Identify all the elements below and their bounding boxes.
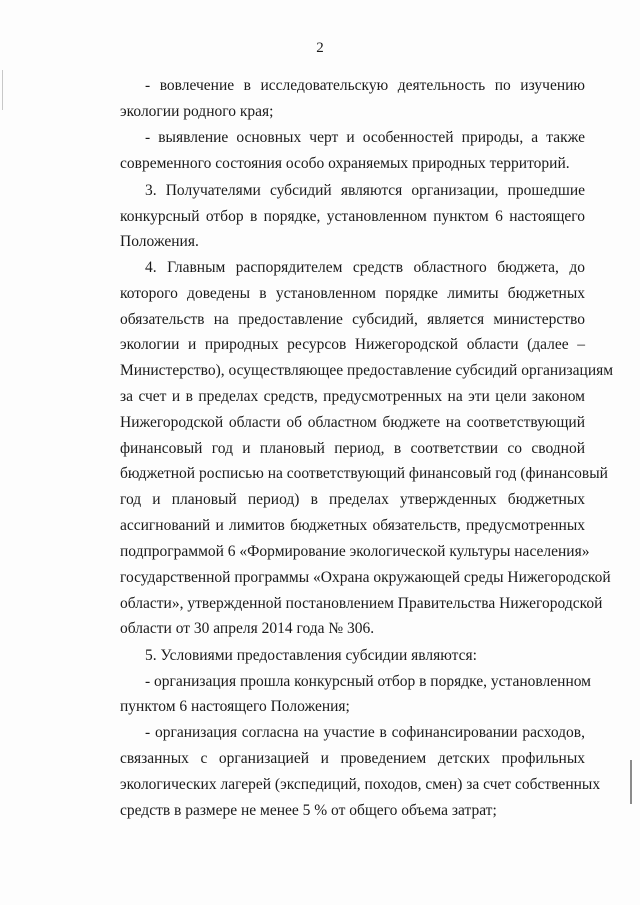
text-line: экологических лагерей (экспедиций, походов, смен) за счет собственных bbox=[120, 776, 601, 793]
text-line: связанных с организацией и проведением детских профильных bbox=[120, 750, 585, 767]
text-line: современного состояния особо охраняемых природных территорий. bbox=[120, 155, 570, 172]
text-line: - выявление основных черт и особенностей природы, а также bbox=[145, 129, 585, 146]
text-line: 4. Главным распорядителем средств областного бюджета, до bbox=[145, 259, 585, 276]
text-line: подпрограммой 6 «Формирование экологической культуры населения» bbox=[120, 543, 590, 560]
text-line: - организация прошла конкурсный отбор в порядке, установленном bbox=[145, 673, 591, 690]
text-line: конкурсный отбор в порядке, установленном пунктом 6 настоящего bbox=[120, 208, 585, 225]
text-line: средств в размере не менее 5 % от общего объема затрат; bbox=[120, 802, 497, 819]
text-line: области от 30 апреля 2014 года № 306. bbox=[120, 620, 375, 637]
text-line: 5. Условиями предоставления субсидии являются: bbox=[145, 647, 477, 664]
text-line: 3. Получателями субсидий являются организации, прошедшие bbox=[145, 182, 585, 199]
page-number: 2 bbox=[316, 40, 324, 56]
text-line: обязательств на предоставление субсидий, является министерство bbox=[120, 311, 585, 328]
text-line: - организация согласна на участие в софинансировании расходов, bbox=[145, 724, 585, 741]
text-line: за счет и в пределах средств, предусмотренных на эти цели законом bbox=[120, 388, 585, 405]
text-line: экологии и природных ресурсов Нижегородской области (далее – bbox=[120, 336, 585, 353]
text-line: бюджетной росписью на соответствующий финансовый год (финансовый bbox=[120, 465, 608, 482]
text-line: - вовлечение в исследовательскую деятельность по изучению bbox=[145, 77, 585, 94]
text-line: государственной программы «Охрана окружающей среды Нижегородской bbox=[120, 569, 611, 586]
text-line: финансовый год и плановый период, в соответствии со сводной bbox=[120, 440, 585, 457]
text-line: Министерство), осуществляющее предоставление субсидий организациям bbox=[120, 362, 614, 379]
text-line: экологии родного края; bbox=[120, 103, 274, 120]
text-line: год и плановый период) в пределах утвержденных бюджетных bbox=[120, 491, 585, 508]
scan-artifact bbox=[630, 760, 632, 804]
text-line: области», утвержденной постановлением Правительства Нижегородской bbox=[120, 595, 603, 612]
text-line: Положения. bbox=[120, 233, 199, 250]
text-line: Нижегородской области об областном бюджете на соответствующий bbox=[120, 414, 585, 431]
scan-artifact bbox=[2, 70, 3, 110]
text-line: пунктом 6 настоящего Положения; bbox=[120, 698, 350, 715]
text-line: которого доведены в установленном порядке лимиты бюджетных bbox=[120, 285, 585, 302]
text-line: ассигнований и лимитов бюджетных обязательств, предусмотренных bbox=[120, 517, 585, 534]
